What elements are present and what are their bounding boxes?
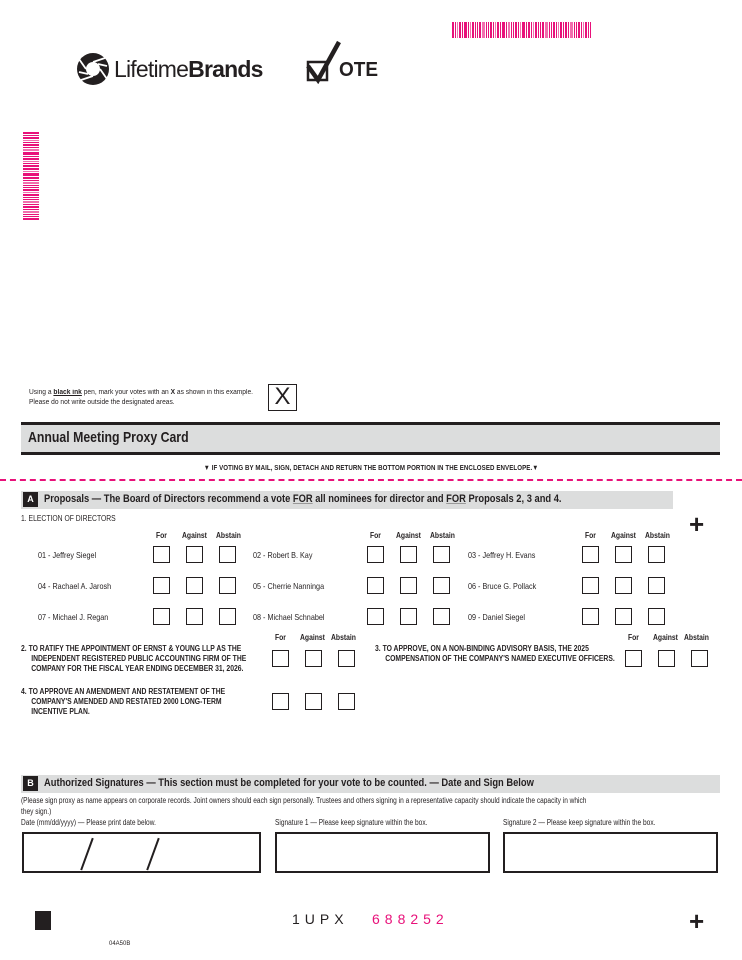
barcode-bar <box>23 199 39 200</box>
barcode-bar <box>23 180 39 181</box>
vote-header-against: Against <box>611 531 636 540</box>
barcode-bar <box>459 22 461 38</box>
nominee-for-checkbox[interactable] <box>153 546 170 563</box>
registration-mark-icon: + <box>689 906 705 936</box>
signature-note <box>21 795 586 817</box>
barcode-bar <box>515 22 517 38</box>
proposal-3-against-checkbox[interactable] <box>658 650 675 667</box>
vote-header-for: For <box>585 531 596 540</box>
barcode-bar <box>578 22 580 38</box>
barcode-bar <box>23 197 39 198</box>
detach-line <box>0 479 742 481</box>
barcode-bar <box>23 189 39 191</box>
signature1-field[interactable] <box>275 832 490 873</box>
barcode-bar <box>23 158 39 160</box>
barcode-bar <box>23 163 39 164</box>
proposal-line-text: TO APPROVE, ON A NON-BINDING ADVISORY BASIS, THE 2025 <box>382 644 589 653</box>
barcode-bar <box>493 22 494 38</box>
nominee-abstain-checkbox[interactable] <box>433 577 450 594</box>
barcode-bar <box>457 22 458 38</box>
barcode-bar <box>542 22 544 38</box>
proposal-2-abstain-checkbox[interactable] <box>338 650 355 667</box>
vote-header-abstain: Abstain <box>331 633 356 642</box>
proposal-4-for-checkbox[interactable] <box>272 693 289 710</box>
barcode-bar <box>540 22 541 38</box>
nominee-name: 02 - Robert B. Kay <box>253 550 313 560</box>
vote-header-abstain: Abstain <box>430 531 455 540</box>
nominee-against-checkbox[interactable] <box>186 546 203 563</box>
proposal-line: COMPENSATION OF THE COMPANY'S NAMED EXECUTIVE OFFICERS. <box>385 654 615 663</box>
section-b-title: Authorized Signatures — This section must be completed for your vote to be counted. — Date and Sign Below <box>44 777 534 789</box>
vote-header-against: Against <box>300 633 325 642</box>
barcode-bar <box>531 22 532 38</box>
vote-text: OTE <box>339 59 379 81</box>
for-emph: FOR <box>446 493 466 505</box>
signature-note-line2: they sign.) <box>21 807 52 816</box>
proposal-number: 4. <box>21 687 27 696</box>
proposal-line <box>375 644 615 654</box>
barcode-bar <box>464 22 467 38</box>
barcode-bar <box>502 22 505 38</box>
proposal-line <box>21 644 246 654</box>
nominee-against-checkbox[interactable] <box>615 546 632 563</box>
vote-header-for: For <box>156 531 167 540</box>
proposal-3-for-checkbox[interactable] <box>625 650 642 667</box>
proposal-2-against-checkbox[interactable] <box>305 650 322 667</box>
nominee-abstain-checkbox[interactable] <box>648 608 665 625</box>
example-mark-box: X <box>268 384 297 411</box>
barcode-bar <box>23 173 39 176</box>
barcode-bar <box>581 22 582 38</box>
barcode-bar <box>490 22 492 38</box>
barcode-bar <box>500 22 501 38</box>
proposal-4-against-checkbox[interactable] <box>305 693 322 710</box>
barcode-bar <box>23 142 39 143</box>
barcode-bar <box>585 22 587 38</box>
barcode-bar <box>495 22 496 38</box>
nominee-for-checkbox[interactable] <box>582 608 599 625</box>
barcode-bar <box>565 22 567 38</box>
proposal-line: COMPANY FOR THE FISCAL YEAR ENDING DECEMBER 31, 2026. <box>31 664 244 673</box>
date-field[interactable] <box>22 832 261 873</box>
barcode-bar <box>23 214 39 215</box>
form-code-prefix: 1UPX <box>292 911 349 927</box>
barcode-bar <box>23 209 39 210</box>
alignment-marker <box>35 911 51 930</box>
section-a-title-text: all nominees for director and <box>312 493 447 505</box>
nominee-for-checkbox[interactable] <box>367 608 384 625</box>
barcode-bar <box>506 22 507 38</box>
detach-text: ▼ IF VOTING BY MAIL, SIGN, DETACH AND RETURN THE BOTTOM PORTION IN THE ENCLOSED ENVELOPE.▼ <box>203 463 539 472</box>
nominee-name: 05 - Cherrie Nanninga <box>253 581 325 591</box>
proposal-text <box>21 644 246 674</box>
date-separator <box>80 838 93 870</box>
barcode-bar <box>526 22 527 38</box>
barcode-bar <box>23 165 39 167</box>
side-barcode <box>23 132 39 257</box>
barcode-bar <box>462 22 463 38</box>
for-emph: FOR <box>292 493 313 505</box>
barcode-bar <box>23 185 39 186</box>
barcode-bar <box>23 182 39 184</box>
barcode-bar <box>23 132 39 134</box>
barcode-bar <box>23 137 39 139</box>
form-id: 04A50B <box>109 941 131 947</box>
section-a-letter: A <box>23 492 38 507</box>
detach-notice <box>0 463 742 472</box>
signature2-label: Signature 2 — Please keep signature within the box. <box>503 818 656 827</box>
barcode-bar <box>590 22 591 38</box>
barcode-bar <box>588 22 589 38</box>
nominee-abstain-checkbox[interactable] <box>648 577 665 594</box>
vote-header-for: For <box>370 531 381 540</box>
barcode-bar <box>551 22 552 38</box>
nominee-against-checkbox[interactable] <box>400 608 417 625</box>
nominee-abstain-checkbox[interactable] <box>648 546 665 563</box>
barcode-bar <box>556 22 557 38</box>
barcode-bar <box>23 206 39 208</box>
barcode-bar <box>479 22 481 38</box>
election-label: 1. ELECTION OF DIRECTORS <box>21 514 116 523</box>
proposal-2-for-checkbox[interactable] <box>272 650 289 667</box>
signature2-field[interactable] <box>503 832 718 873</box>
checkmark-icon <box>306 40 342 84</box>
nominee-name: 06 - Bruce G. Pollack <box>468 581 537 591</box>
barcode-bar <box>486 22 487 38</box>
proposal-number: 3. <box>375 644 381 653</box>
logo-text-bold: Brands <box>188 55 263 82</box>
barcode-bar <box>23 192 39 193</box>
barcode-bar <box>568 22 569 38</box>
barcode-bar <box>470 22 471 38</box>
barcode-bar <box>23 194 39 196</box>
proposal-text <box>375 644 615 664</box>
barcode-bar <box>23 156 39 157</box>
nominee-against-checkbox[interactable] <box>400 546 417 563</box>
nominee-for-checkbox[interactable] <box>582 577 599 594</box>
date-separator <box>146 838 159 870</box>
proposal-line-text: TO RATIFY THE APPOINTMENT OF ERNST & YOUNG LLP AS THE <box>28 644 242 653</box>
instr-line2: Please do not write outside the designated areas. <box>29 399 175 406</box>
logo-text <box>114 56 263 83</box>
section-a-title-text: Proposals — The Board of Directors recommend a vote <box>44 493 293 505</box>
barcode-bar <box>23 140 39 141</box>
barcode-bar <box>23 161 39 162</box>
nominee-name: 09 - Daniel Siegel <box>468 612 526 622</box>
barcode-bar <box>497 22 499 38</box>
barcode-bar <box>545 22 548 38</box>
barcode-bar <box>549 22 550 38</box>
nominee-abstain-checkbox[interactable] <box>433 608 450 625</box>
barcode-bar <box>23 216 39 217</box>
barcode-bar <box>482 22 485 38</box>
barcode-bar <box>472 22 474 38</box>
barcode-bar <box>488 22 489 38</box>
vote-header-abstain: Abstain <box>216 531 241 540</box>
nominee-against-checkbox[interactable] <box>615 608 632 625</box>
barcode-bar <box>475 22 476 38</box>
nominee-for-checkbox[interactable] <box>367 577 384 594</box>
signature1-label: Signature 1 — Please keep signature within the box. <box>275 818 428 827</box>
nominee-against-checkbox[interactable] <box>400 577 417 594</box>
vote-header-abstain: Abstain <box>645 531 670 540</box>
marking-instructions <box>29 388 253 408</box>
barcode-bar <box>23 149 39 151</box>
barcode-bar <box>23 218 39 220</box>
barcode-bar <box>23 144 39 146</box>
barcode-bar <box>553 22 555 38</box>
barcode-bar <box>574 22 575 38</box>
vote-header-against: Against <box>653 633 678 642</box>
barcode-bar <box>558 22 559 38</box>
nominee-name: 08 - Michael Schnabel <box>253 612 325 622</box>
barcode-bar <box>563 22 564 38</box>
barcode-bar <box>535 22 537 38</box>
page-title: Annual Meeting Proxy Card <box>28 429 189 446</box>
barcode-bar <box>23 201 39 203</box>
form-code-number: 688252 <box>372 911 449 927</box>
top-barcode <box>452 22 618 38</box>
proposal-line: INDEPENDENT REGISTERED PUBLIC ACCOUNTING FIRM OF THE <box>31 654 247 663</box>
barcode-bar <box>538 22 539 38</box>
aperture-icon <box>76 52 110 86</box>
vote-header-against: Against <box>182 531 207 540</box>
registration-mark-icon: + <box>689 509 705 539</box>
nominee-abstain-checkbox[interactable] <box>433 546 450 563</box>
barcode-bar <box>23 135 39 136</box>
instr-x: X <box>170 389 176 396</box>
proposal-line <box>21 687 225 697</box>
nominee-abstain-checkbox[interactable] <box>219 608 236 625</box>
nominee-for-checkbox[interactable] <box>367 546 384 563</box>
barcode-bar <box>522 22 525 38</box>
vote-header-against: Against <box>396 531 421 540</box>
section-a-title <box>44 493 562 505</box>
barcode-bar <box>583 22 584 38</box>
barcode-bar <box>518 22 519 38</box>
logo-text-light: Lifetime <box>114 55 189 82</box>
vote-header-abstain: Abstain <box>684 633 709 642</box>
barcode-bar <box>455 22 456 38</box>
nominee-name: 01 - Jeffrey Siegel <box>38 550 97 560</box>
section-a-title-text: Proposals 2, 3 and 4. <box>465 493 562 505</box>
barcode-bar <box>477 22 478 38</box>
barcode-bar <box>528 22 530 38</box>
barcode-bar <box>513 22 514 38</box>
barcode-bar <box>23 152 39 155</box>
nominee-for-checkbox[interactable] <box>153 608 170 625</box>
barcode-bar <box>520 22 521 38</box>
barcode-bar <box>511 22 512 38</box>
barcode-bar <box>576 22 577 38</box>
proposal-text <box>21 687 225 717</box>
date-label: Date (mm/dd/yyyy) — Please print date below. <box>21 818 156 827</box>
nominee-name: 03 - Jeffrey H. Evans <box>468 550 536 560</box>
nominee-for-checkbox[interactable] <box>582 546 599 563</box>
barcode-bar <box>23 211 39 213</box>
instr-text: Using a <box>29 389 54 396</box>
signature-note-line1: (Please sign proxy as name appears on corporate records. Joint owners should each sign personally. Trustees and others signing in a representative capacity should indicate the capacity in which <box>21 796 587 805</box>
vote-logo <box>306 40 379 84</box>
barcode-bar <box>508 22 510 38</box>
vote-header-for: For <box>628 633 639 642</box>
nominee-name: 04 - Rachael A. Jarosh <box>38 581 112 591</box>
nominee-against-checkbox[interactable] <box>615 577 632 594</box>
barcode-bar <box>23 168 39 170</box>
instr-emph: black ink <box>53 389 82 396</box>
nominee-against-checkbox[interactable] <box>186 577 203 594</box>
nominee-abstain-checkbox[interactable] <box>219 577 236 594</box>
barcode-bar <box>560 22 562 38</box>
nominee-for-checkbox[interactable] <box>153 577 170 594</box>
nominee-abstain-checkbox[interactable] <box>219 546 236 563</box>
nominee-name: 07 - Michael J. Regan <box>38 612 109 622</box>
proposal-line: INCENTIVE PLAN. <box>31 707 90 716</box>
proposal-line: COMPANY'S AMENDED AND RESTATED 2000 LONG-TERM <box>31 697 222 706</box>
section-b-letter: B <box>23 776 38 791</box>
proposal-number: 2. <box>21 644 27 653</box>
nominee-against-checkbox[interactable] <box>186 608 203 625</box>
barcode-bar <box>23 147 39 148</box>
barcode-bar <box>23 187 39 188</box>
barcode-bar <box>23 171 39 172</box>
barcode-bar <box>23 177 39 179</box>
proposal-4-abstain-checkbox[interactable] <box>338 693 355 710</box>
instr-text: as shown in this example. <box>175 389 254 396</box>
proposal-line-text: TO APPROVE AN AMENDMENT AND RESTATEMENT OF THE <box>28 687 226 696</box>
barcode-bar <box>452 22 454 38</box>
instr-text: pen, mark your votes with an <box>81 389 171 396</box>
proposal-3-abstain-checkbox[interactable] <box>691 650 708 667</box>
company-logo <box>76 52 263 86</box>
barcode-bar <box>468 22 469 38</box>
barcode-bar <box>533 22 534 38</box>
barcode-bar <box>570 22 573 38</box>
vote-header-for: For <box>275 633 286 642</box>
barcode-bar <box>23 204 39 205</box>
